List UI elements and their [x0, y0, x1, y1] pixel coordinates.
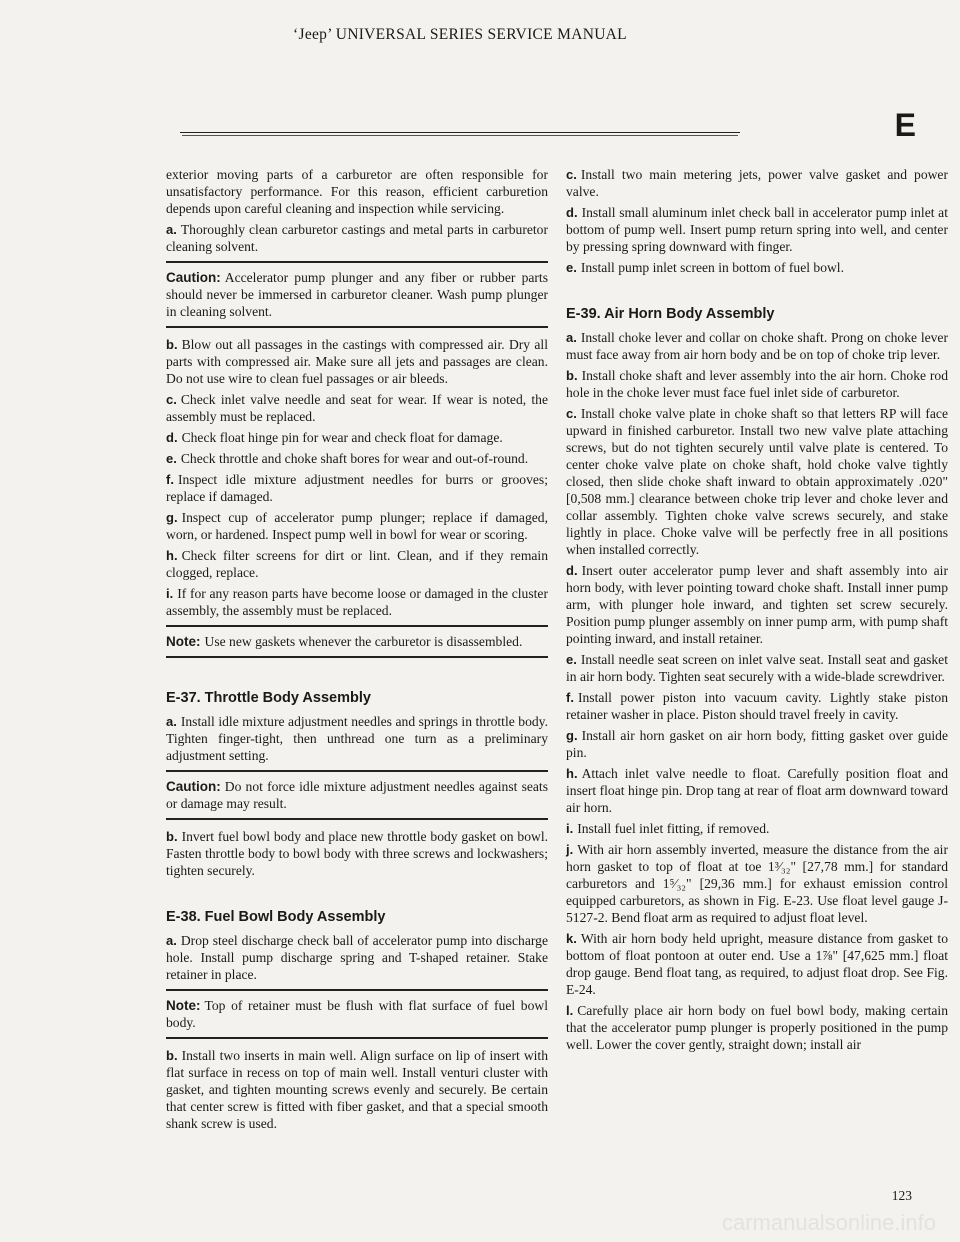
- step-text: Install power piston into vacuum cavity. Lightly stake piston retainer washer in place. Piston should travel freely in cavity.: [566, 690, 948, 722]
- step-g: [166, 509, 548, 543]
- step-i: [566, 820, 948, 837]
- step-k: [566, 930, 948, 998]
- step-text: Inspect cup of accelerator pump plunger; replace if damaged, worn, or hardened. Inspect pump well in bowl for wear or scoring.: [166, 510, 548, 542]
- step-text: If for any reason parts have become loose or damaged in the cluster assembly, the assembly must be replaced.: [166, 586, 548, 618]
- header-rule: [180, 132, 740, 133]
- running-header: [180, 14, 740, 48]
- note-text: Use new gaskets whenever the carburetor is disassembled.: [204, 634, 523, 649]
- step-text: With air horn body held upright, measure distance from gasket to bottom of float pontoon at outer end. Use a 1⅞" [47,625 mm.] float drop gauge. Bend float tang, as required, to adjust float drop. See Fig. E-24.: [566, 931, 948, 997]
- manual-title: ‘Jeep’ UNIVERSAL SERIES SERVICE MANUAL: [293, 26, 627, 43]
- step-e38-b: [166, 1047, 548, 1132]
- header-rule-thin: [182, 135, 738, 136]
- caution-label: Caution:: [166, 779, 221, 794]
- step-b: [566, 367, 948, 401]
- step-label: e.: [166, 451, 177, 466]
- step-l: [566, 1002, 948, 1053]
- step-i: [166, 585, 548, 619]
- step-text: Blow out all passages in the castings with compressed air. Dry all parts with compressed air. Make sure all jets and passages are clean. Do not use wire to clean fuel passages or air bleeds.: [166, 337, 548, 386]
- step-text: With air horn assembly inverted, measure the distance from the air horn gasket to top of float at toe 1³⁄₃₂" [27,78 mm.] for standard carburetors and 1⁵⁄₃₂" [29,36 mm.] for exhaust emission control equipped carburetors, as shown in Fig. E-23. Use float level gauge J-5127-2. Bend float arm as required to adjust float level.: [566, 842, 948, 925]
- intro-paragraph: exterior moving parts of a carburetor are often responsible for unsatisfactory performance. For this reason, efficient carburetion depends upon careful cleaning and inspection while servicing.: [166, 167, 548, 216]
- step-text: Insert outer accelerator pump lever and shaft assembly into air horn body, with lever pointing toward choke shaft. Install inner pump arm, with plunger hole inward, and tighten set screw securely. Position pump plunger assembly on inner pump arm, with pump shaft pointing inward, and install retainer.: [566, 563, 948, 646]
- step-label: f.: [566, 690, 574, 705]
- step-text: Install choke shaft and lever assembly into the air horn. Choke rod hole in the choke lever must face fuel inlet side of carburetor.: [566, 368, 948, 400]
- step-text: Check float hinge pin for wear and check float for damage.: [181, 430, 503, 445]
- step-label: b.: [166, 337, 178, 352]
- step-text: Install fuel inlet fitting, if removed.: [577, 821, 770, 836]
- step-label: e.: [566, 260, 577, 275]
- step-label: i.: [166, 586, 174, 601]
- step-label: h.: [166, 548, 178, 563]
- step-d: [166, 429, 548, 446]
- caution-text: Accelerator pump plunger and any fiber or rubber parts should never be immersed in carburetor cleaner. Wash pump plunger in cleaning solvent.: [166, 270, 548, 319]
- step-d: [566, 204, 948, 255]
- caution-box: [166, 261, 548, 328]
- step-text: Check throttle and choke shaft bores for wear and out-of-round.: [180, 451, 529, 466]
- step-text: Inspect idle mixture adjustment needles for burrs or grooves; replace if damaged.: [166, 472, 548, 504]
- step-h: [566, 765, 948, 816]
- step-d: [566, 562, 948, 647]
- step-label: a.: [566, 330, 577, 345]
- step-label: c.: [566, 167, 577, 182]
- step-text: Carefully place air horn body on fuel bowl body, making certain that the accelerator pump plunger is properly positioned in the pump well. Lower the cover gently, straight down; install air: [566, 1003, 948, 1052]
- step-text: Check inlet valve needle and seat for wear. If wear is noted, the assembly must be replaced.: [166, 392, 548, 424]
- step-text: Install air horn gasket on air horn body, fitting gasket over guide pin.: [566, 728, 948, 760]
- caution-label: Caution:: [166, 270, 221, 285]
- step-c: [566, 166, 948, 200]
- step-f: [566, 689, 948, 723]
- step-label: k.: [566, 931, 577, 946]
- step-label: i.: [566, 821, 574, 836]
- step-text: Thoroughly clean carburetor castings and metal parts in carburetor cleaning solvent.: [166, 222, 548, 254]
- page-number: 123: [891, 1188, 912, 1203]
- watermark-url: carmanualsonline.info: [721, 1210, 936, 1235]
- step-label: g.: [566, 728, 578, 743]
- step-e38-a: [166, 932, 548, 983]
- step-e: [566, 651, 948, 685]
- step-e: [566, 259, 948, 276]
- step-label: h.: [566, 766, 578, 781]
- step-label: b.: [166, 829, 178, 844]
- step-text: Install choke lever and collar on choke shaft. Prong on choke lever must face away from air horn body and be on top of choke trip lever.: [566, 330, 948, 362]
- note-box: [166, 625, 548, 658]
- step-text: Check filter screens for dirt or lint. Clean, and if they remain clogged, replace.: [166, 548, 548, 580]
- step-text: Install pump inlet screen in bottom of fuel bowl.: [580, 260, 844, 275]
- step-b: [166, 336, 548, 387]
- step-label: d.: [166, 430, 178, 445]
- note-label: Note:: [166, 998, 201, 1013]
- step-text: Install needle seat screen on inlet valve seat. Install seat and gasket in air horn body. Tighten seat securely with a wide-blade screwdriver.: [566, 652, 948, 684]
- step-label: a.: [166, 222, 177, 237]
- step-c: [566, 405, 948, 558]
- step-e: [166, 450, 548, 467]
- step-e37-a: [166, 713, 548, 764]
- note-text: Top of retainer must be flush with flat surface of fuel bowl body.: [166, 998, 548, 1030]
- step-f: [166, 471, 548, 505]
- section-heading-e38: E-38. Fuel Bowl Body Assembly: [166, 909, 386, 925]
- section-heading-e37: E-37. Throttle Body Assembly: [166, 690, 371, 706]
- step-text: Install idle mixture adjustment needles and springs in throttle body. Tighten finger-tight, then unthread one turn as a preliminary adjustment setting.: [166, 714, 548, 763]
- step-h: [166, 547, 548, 581]
- step-label: b.: [166, 1048, 178, 1063]
- step-label: d.: [566, 205, 578, 220]
- note-box: [166, 989, 548, 1039]
- caution-text: Do not force idle mixture adjustment needles against seats or damage may result.: [166, 779, 548, 811]
- step-label: c.: [566, 406, 577, 421]
- caution-box: [166, 770, 548, 820]
- step-label: b.: [566, 368, 578, 383]
- left-column: [166, 166, 548, 1136]
- right-column: [566, 166, 948, 1057]
- step-label: d.: [566, 563, 578, 578]
- step-j: [566, 841, 948, 926]
- step-text: Install two inserts in main well. Align surface on lip of insert with flat surface in recess on top of main well. Install venturi cluster with gasket, and tighten mounting screws evenly and securely. Be certain that center screw is fitted with fiber gasket, and that a special smooth shank screw is used.: [166, 1048, 548, 1131]
- step-label: g.: [166, 510, 178, 525]
- step-text: Install two main metering jets, power valve gasket and power valve.: [566, 167, 948, 199]
- step-e37-b: [166, 828, 548, 879]
- note-label: Note:: [166, 634, 201, 649]
- step-text: Drop steel discharge check ball of accelerator pump into discharge hole. Install pump discharge spring and T-shaped retainer. Stake retainer in place.: [166, 933, 548, 982]
- step-label: c.: [166, 392, 177, 407]
- step-g: [566, 727, 948, 761]
- section-letter: E: [894, 107, 916, 143]
- step-text: Invert fuel bowl body and place new throttle body gasket on bowl. Fasten throttle body to bowl body with three screws and lockwashers; tighten securely.: [166, 829, 548, 878]
- step-text: Attach inlet valve needle to float. Carefully position float and insert float hinge pin. Drop tang at rear of float arm downward toward air horn.: [566, 766, 948, 815]
- step-label: j.: [566, 842, 574, 857]
- step-a: [166, 221, 548, 255]
- step-label: l.: [566, 1003, 574, 1018]
- step-a: [566, 329, 948, 363]
- section-heading-e39: E-39. Air Horn Body Assembly: [566, 306, 775, 322]
- step-label: a.: [166, 714, 177, 729]
- step-c: [166, 391, 548, 425]
- step-text: Install choke valve plate in choke shaft so that letters RP will face upward in finished carburetor. Install two new valve plate attaching screws, but do not tighten securely until valve plate is centered. To center choke valve plate on choke shaft, hold choke valve tightly closed, then slide choke shaft inward to obtain approximately .020" [0,508 mm.] clearance between choke trip lever and choke lever and collar assembly. Tighten choke valve screws securely, and stake lightly in place. Choke valve will be perfectly free in all positions when installed correctly.: [566, 406, 948, 557]
- step-label: f.: [166, 472, 174, 487]
- step-text: Install small aluminum inlet check ball in accelerator pump inlet at bottom of pump well. Insert pump return spring into well, and center by pressing spring downward with finger.: [566, 205, 948, 254]
- step-label: a.: [166, 933, 177, 948]
- step-label: e.: [566, 652, 577, 667]
